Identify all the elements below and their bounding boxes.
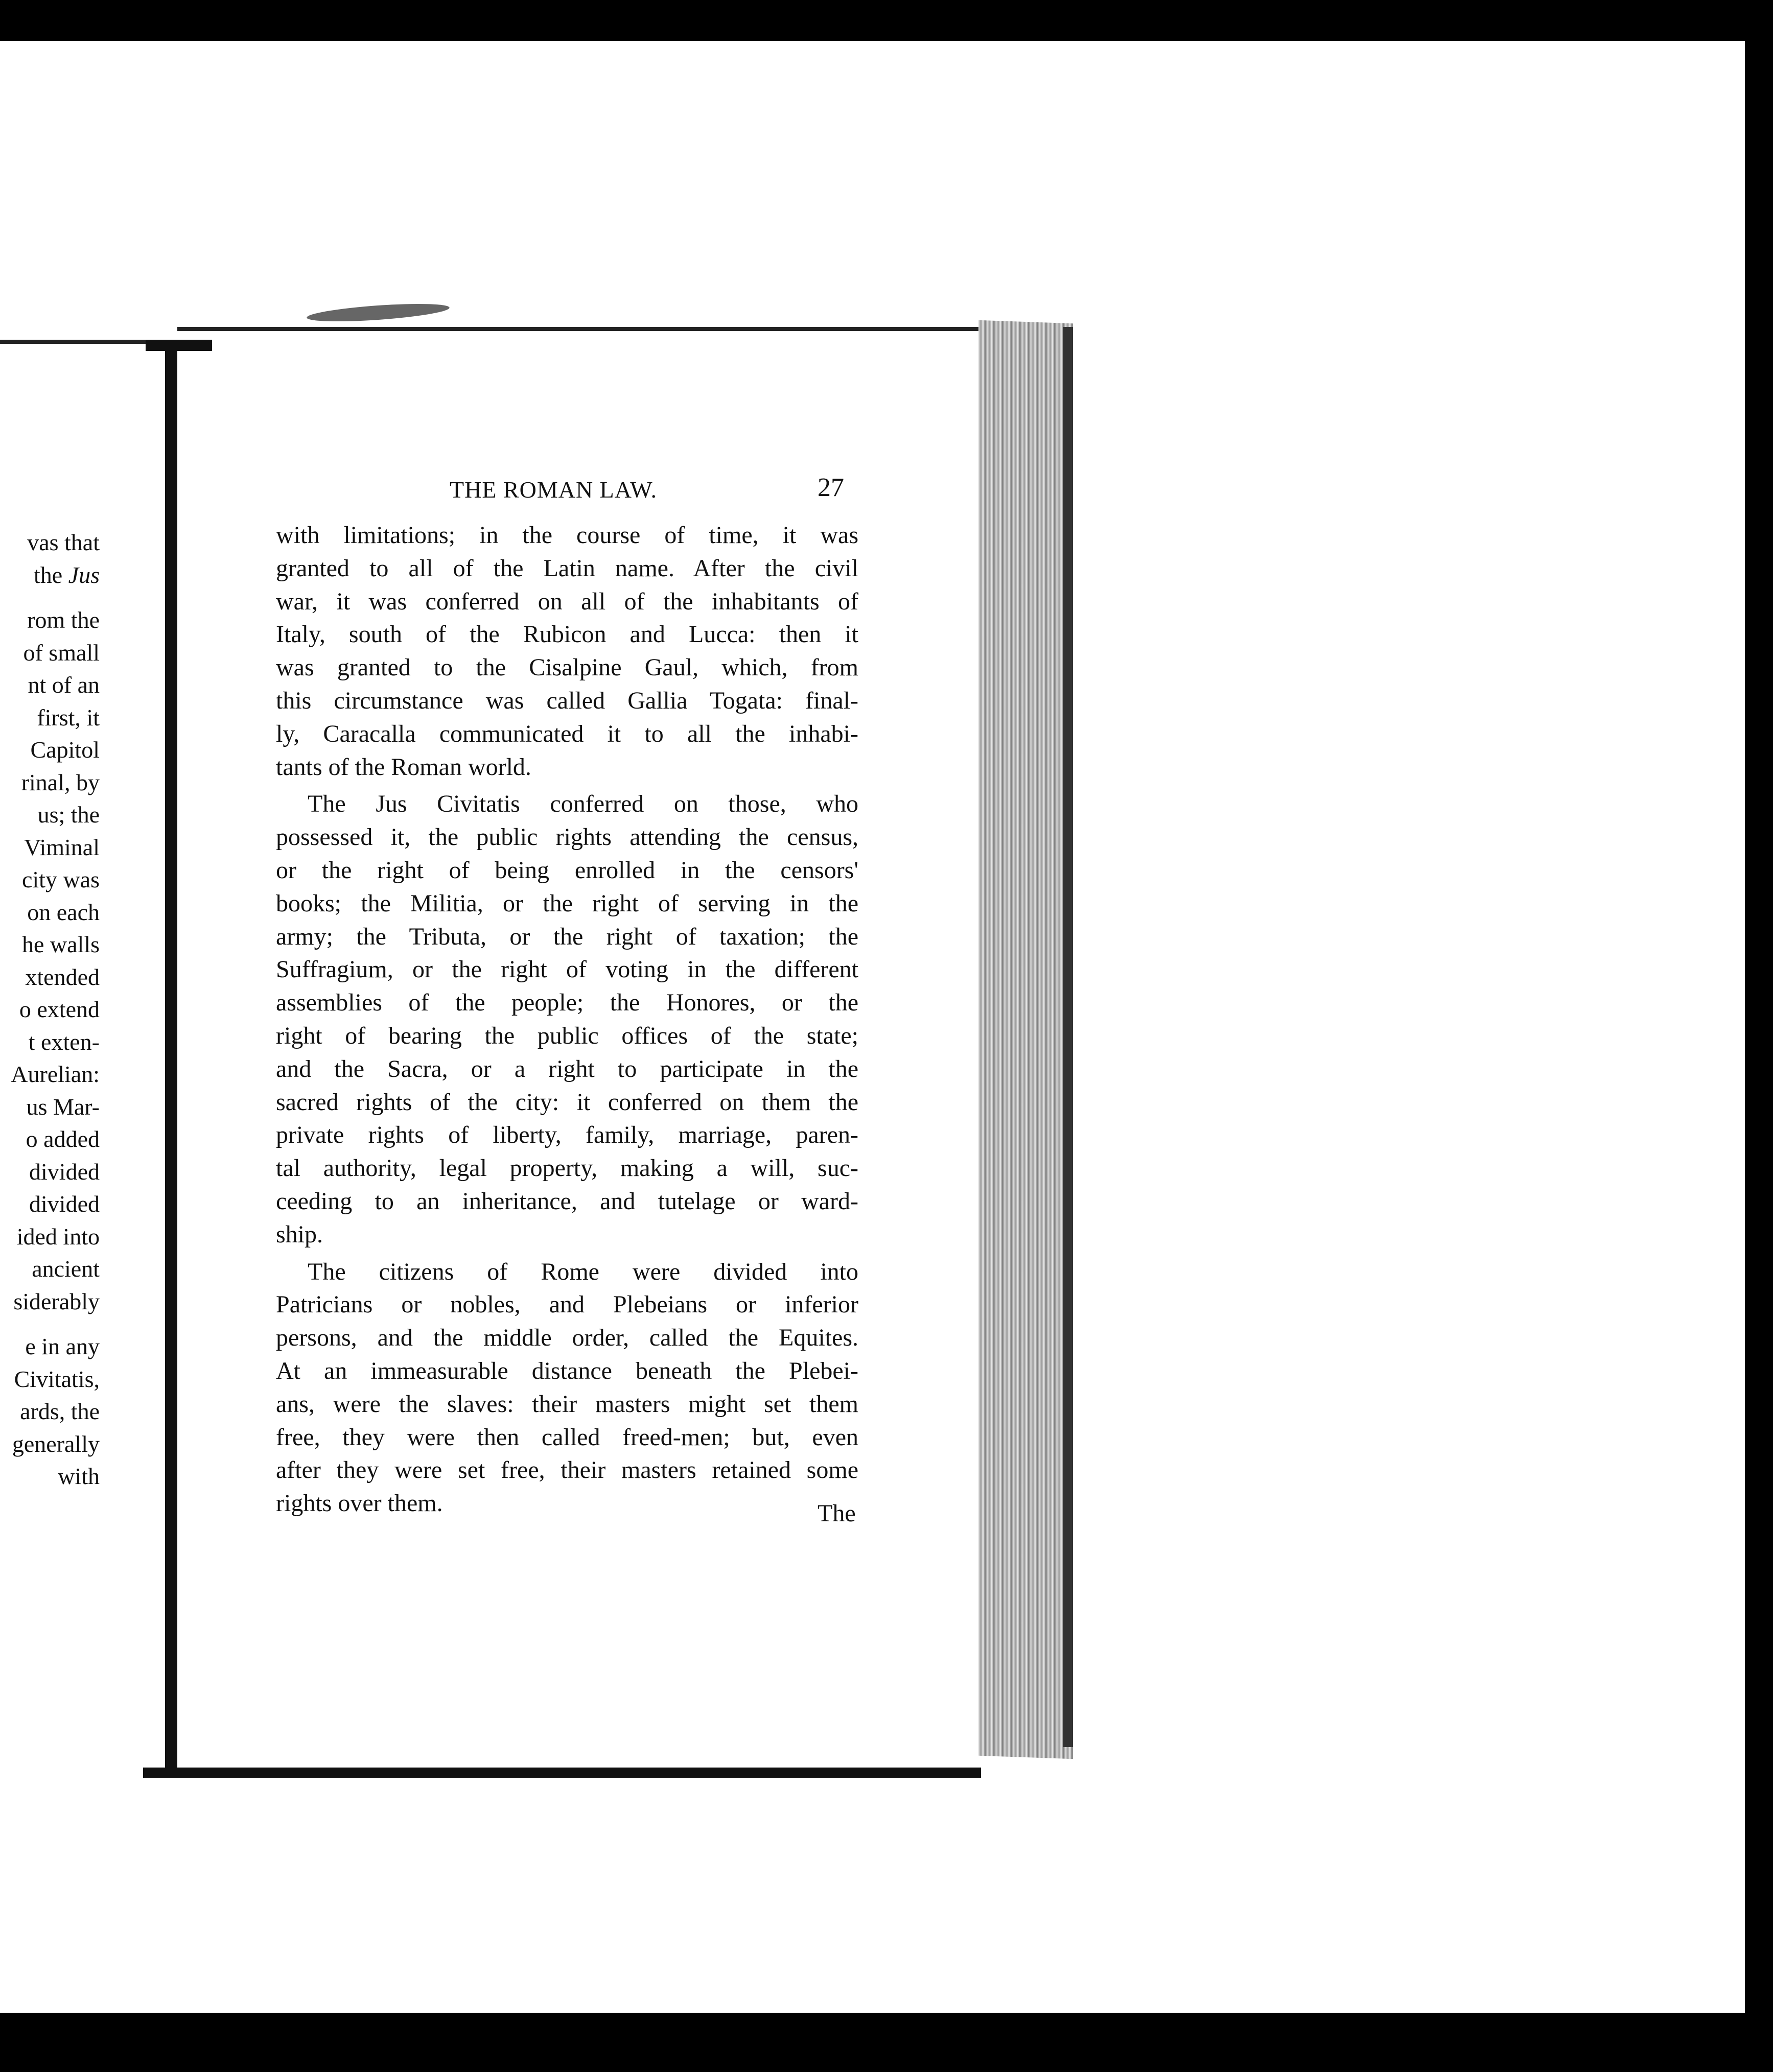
page-number: 27 [818, 473, 844, 502]
paragraph-gap [276, 1252, 858, 1256]
text-line: right of bearing the public offices of the state; [276, 1022, 858, 1049]
text-line: The citizens of Rome were divided into [308, 1258, 858, 1285]
text-line: ly, Caracalla communicated it to all the inhabi- [276, 720, 858, 747]
left-page-line: he walls [21, 931, 100, 957]
body-text [276, 519, 858, 1520]
paragraph-gap [276, 784, 858, 788]
left-page-line: ards, the [20, 1398, 100, 1424]
text-line: books; the Militia, or the right of serving in the [276, 889, 858, 917]
text-line: free, they were then called freed-men; but, even [276, 1423, 858, 1451]
scan-border-top [0, 0, 1773, 41]
text-line: At an immeasurable distance beneath the Plebei- [276, 1357, 858, 1384]
left-page-line: rinal, by [21, 769, 100, 795]
left-page-line: of small [23, 639, 100, 666]
left-page-line: Capitol [30, 737, 100, 763]
left-page-line: us; the [37, 802, 100, 828]
text-line: this circumstance was called Gallia Togata: final- [276, 687, 858, 714]
text-line: tants of the Roman world. [276, 753, 531, 781]
scan-border-right [1745, 0, 1773, 2072]
page-fore-edge-outline [1063, 327, 1073, 1747]
text-line: and the Sacra, or a right to participate in the [276, 1055, 858, 1082]
left-page-line: divided [29, 1158, 100, 1185]
left-page-line: first, it [37, 704, 100, 731]
left-page-line: o added [26, 1126, 100, 1152]
left-page-line: Aurelian: [11, 1061, 100, 1087]
text-line: war, it was conferred on all of the inhabitants of [276, 587, 858, 615]
text-line: or the right of being enrolled in the censors' [276, 856, 858, 884]
text-line: Suffragium, or the right of voting in the different [276, 956, 858, 983]
text-line: ship. [276, 1220, 323, 1248]
text-line: army; the Tributa, or the right of taxation; the [276, 923, 858, 950]
text-line: granted to all of the Latin name. After the civil [276, 554, 858, 582]
left-page-line: city was [21, 866, 100, 892]
left-page-line: o extend [19, 996, 100, 1022]
left-page-text [0, 526, 102, 1493]
left-page-edge [0, 340, 169, 344]
text-line: after they were set free, their masters retained some [276, 1456, 858, 1484]
left-page-line: siderably [13, 1288, 100, 1314]
left-page-line: nt of an [28, 672, 100, 698]
left-page-line: xtended [25, 963, 100, 990]
text-line: was granted to the Cisalpine Gaul, which, from [276, 654, 858, 681]
left-page-line [0, 591, 100, 604]
text-line: tal authority, legal property, making a will, suc- [276, 1155, 858, 1182]
text-line: assemblies of the people; the Honores, or the [276, 989, 858, 1017]
text-line: ceeding to an inheritance, and tutelage or ward- [276, 1187, 858, 1215]
page-fore-edge [978, 320, 1073, 1759]
running-head: THE ROMAN LAW. [450, 477, 657, 503]
left-page-line: ided into [16, 1223, 100, 1250]
left-page-line: on each [27, 899, 100, 925]
scan-smudge [306, 300, 450, 324]
text-line: The Jus Civitatis conferred on those, who [308, 790, 858, 818]
left-page-line: t exten- [28, 1028, 100, 1055]
left-page-line: us Mar- [26, 1093, 100, 1120]
text-line: ans, were the slaves: their masters might set them [276, 1390, 858, 1418]
text-line: rights over them. [276, 1490, 443, 1517]
left-page-line: rom the [27, 607, 100, 633]
text-line: with limitations; in the course of time, it was [276, 522, 858, 549]
text-line: Italy, south of the Rubicon and Lucca: then it [276, 621, 858, 648]
text-line: Patricians or nobles, and Plebeians or inferior [276, 1291, 858, 1318]
left-page-line: divided [29, 1191, 100, 1217]
scan-border-bottom [0, 2013, 1773, 2072]
book-gutter-top [146, 340, 212, 351]
left-page-line: generally [12, 1430, 100, 1457]
text-line: persons, and the middle order, called the Equites. [276, 1324, 858, 1352]
left-page-line: the Jus [33, 561, 100, 588]
book-gutter [165, 340, 177, 1768]
left-page-line: vas that [27, 529, 100, 555]
left-page-line [0, 1317, 100, 1330]
text-line: possessed it, the public rights attending the census, [276, 823, 858, 851]
book-bottom-edge [143, 1768, 981, 1778]
left-page-line: Civitatis, [14, 1365, 100, 1392]
catchword: The [818, 1500, 856, 1527]
left-page-line: with [58, 1463, 100, 1489]
text-line: private rights of liberty, family, marriage, paren- [276, 1121, 858, 1149]
left-page-line: ancient [32, 1256, 100, 1282]
left-page-line: e in any [25, 1333, 100, 1359]
text-line: sacred rights of the city: it conferred on them the [276, 1088, 858, 1116]
left-page-line: Viminal [24, 834, 100, 860]
